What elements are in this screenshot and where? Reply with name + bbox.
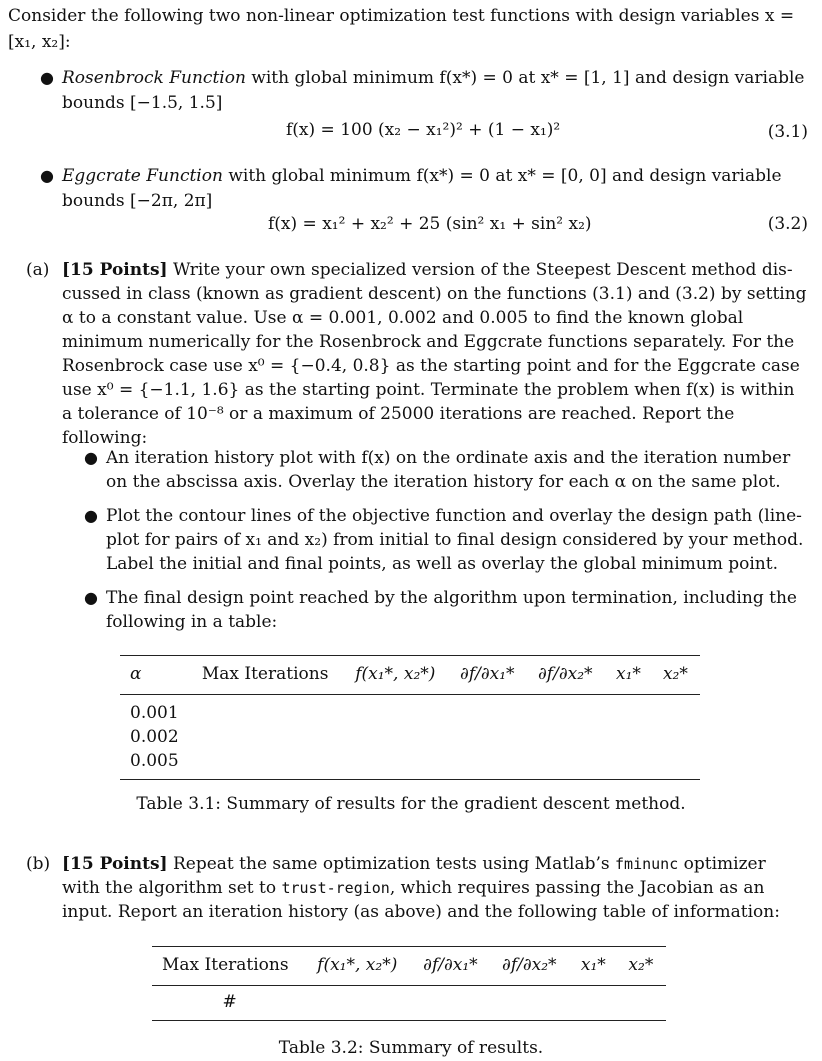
- col-x2: x₂*: [662, 664, 688, 684]
- table-row: [152, 986, 666, 1021]
- equation-number-3-2: (3.2): [767, 214, 808, 234]
- col-df-dx1: ∂f/∂x₁*: [423, 955, 478, 975]
- part-b-text-2: with the algorithm set to: [62, 878, 277, 898]
- intro-line-1: Consider the following two non-linear optimization test functions with design variables x =: [8, 6, 795, 26]
- rosenbrock-name: Rosenbrock Function: [62, 68, 246, 88]
- part-a-line-5: Rosenbrock case use x⁰ = {−0.4, 0.8} as the starting point and for the Eggcrate case: [62, 356, 800, 376]
- table-3-2-header-row: [152, 947, 666, 986]
- max-iterations-value: #: [222, 992, 237, 1012]
- part-b-text-1: Repeat the same optimization tests using Matlab’s: [172, 854, 610, 874]
- eggcrate-equation: f(x) = x₁² + x₂² + 25 (sin² x₁ + sin² x₂): [268, 214, 592, 234]
- part-a-line-1: [62, 258, 812, 282]
- bullet-icon: ●: [40, 166, 54, 185]
- part-a-bullet-2: [106, 504, 803, 576]
- col-max-iterations: Max Iterations: [201, 664, 329, 684]
- table-3-2: [152, 946, 666, 1021]
- bullet-icon: ●: [84, 506, 98, 525]
- alpha-value: 0.002: [130, 727, 179, 747]
- col-x2: x₂*: [628, 955, 654, 975]
- table-3-1-header-row: [120, 656, 700, 695]
- part-a-line-2: cussed in class (known as gradient descent) on the functions (3.1) and (3.2) by setting: [62, 284, 807, 304]
- eggcrate-desc-1: with global minimum f(x*) = 0 at x* = [0, 0] and design variable: [228, 166, 782, 186]
- code-trust-region: trust-region: [281, 879, 390, 897]
- part-b-line-3: input. Report an iteration history (as above) and the following table of information:: [62, 902, 780, 922]
- col-f-value: f(x₁*, x₂*): [355, 664, 436, 684]
- bullet-icon: ●: [40, 68, 54, 87]
- col-alpha: α: [130, 664, 142, 684]
- part-a-bullet-3-line-2: following in a table:: [106, 612, 278, 632]
- part-b-label: (b): [26, 854, 51, 874]
- part-a-bullet-2-line-1: Plot the contour lines of the objective function and overlay the design path (line-: [106, 506, 802, 526]
- part-a-points: [15 Points]: [62, 260, 168, 280]
- table-3-1: [120, 655, 700, 780]
- part-b-line-1: [62, 852, 812, 876]
- col-x1: x₁*: [580, 955, 606, 975]
- part-b-line-2: [62, 876, 812, 900]
- part-a-line-4: minimum numerically for the Rosenbrock and Eggcrate functions separately. For the: [62, 332, 795, 352]
- rosenbrock-equation: f(x) = 100 (x₂ − x₁²)² + (1 − x₁)²: [286, 120, 561, 140]
- col-df-dx2: ∂f/∂x₂*: [502, 955, 557, 975]
- bullet-icon: ●: [84, 448, 98, 467]
- part-b-points: [15 Points]: [62, 854, 168, 874]
- part-a-text-1: Write your own specialized version of the Steepest Descent method dis-: [172, 260, 793, 280]
- part-b-text-1b: optimizer: [683, 854, 766, 874]
- col-f-value: f(x₁*, x₂*): [317, 955, 398, 975]
- rosenbrock-desc-1: with global minimum f(x*) = 0 at x* = [1, 1] and design variable: [251, 68, 805, 88]
- col-x1: x₁*: [615, 664, 641, 684]
- part-a-bullet-2-line-3: Label the initial and final points, as well as overlay the global minimum point.: [106, 554, 778, 574]
- table-row: [120, 749, 700, 780]
- part-a-bullet-1-line-2: on the abscissa axis. Overlay the iteration history for each α on the same plot.: [106, 472, 781, 492]
- part-b-body: [62, 852, 812, 924]
- table-3-1-caption: Table 3.1: Summary of results for the gradient descent method.: [136, 794, 686, 814]
- part-a-line-7: a tolerance of 10⁻⁸ or a maximum of 25000 iterations are reached. Report the following:: [62, 404, 735, 448]
- code-fminunc: fminunc: [615, 855, 679, 873]
- intro-line-2: [x₁, x₂]:: [8, 32, 71, 52]
- part-a-line-6: use x⁰ = {−1.1, 1.6} as the starting point. Terminate the problem when f(x) is within: [62, 380, 795, 400]
- col-df-dx1: ∂f/∂x₁*: [460, 664, 515, 684]
- bullet-icon: ●: [84, 588, 98, 607]
- part-a-bullet-1-line-1: An iteration history plot with f(x) on the ordinate axis and the iteration number: [106, 448, 791, 468]
- part-b-text-2b: , which requires passing the Jacobian as an: [389, 878, 765, 898]
- col-max-iterations: Max Iterations: [162, 955, 289, 975]
- rosenbrock-line-1: [62, 66, 805, 90]
- eggcrate-desc-2: bounds [−2π, 2π]: [62, 191, 213, 211]
- eggcrate-line-1: [62, 164, 782, 188]
- part-a-bullet-3-line-1: The final design point reached by the algorithm upon termination, including the: [106, 588, 797, 608]
- part-a-label: (a): [26, 260, 50, 280]
- part-a-body: [62, 258, 812, 450]
- eggcrate-name: Eggcrate Function: [62, 166, 223, 186]
- col-df-dx2: ∂f/∂x₂*: [538, 664, 593, 684]
- part-a-bullet-2-line-2: plot for pairs of x₁ and x₂) from initial to final design considered by your method.: [106, 530, 804, 550]
- equation-number-3-1: (3.1): [767, 122, 808, 142]
- table-3-2-caption: Table 3.2: Summary of results.: [278, 1038, 544, 1058]
- rosenbrock-desc-2: bounds [−1.5, 1.5]: [62, 93, 223, 113]
- part-a-bullet-3: [106, 586, 797, 634]
- part-a-line-3: α to a constant value. Use α = 0.001, 0.002 and 0.005 to find the known global: [62, 308, 744, 328]
- table-row: [120, 695, 700, 726]
- table-row: [120, 725, 700, 749]
- part-a-bullet-1: [106, 446, 790, 494]
- alpha-value: 0.005: [130, 751, 179, 771]
- alpha-value: 0.001: [130, 703, 179, 723]
